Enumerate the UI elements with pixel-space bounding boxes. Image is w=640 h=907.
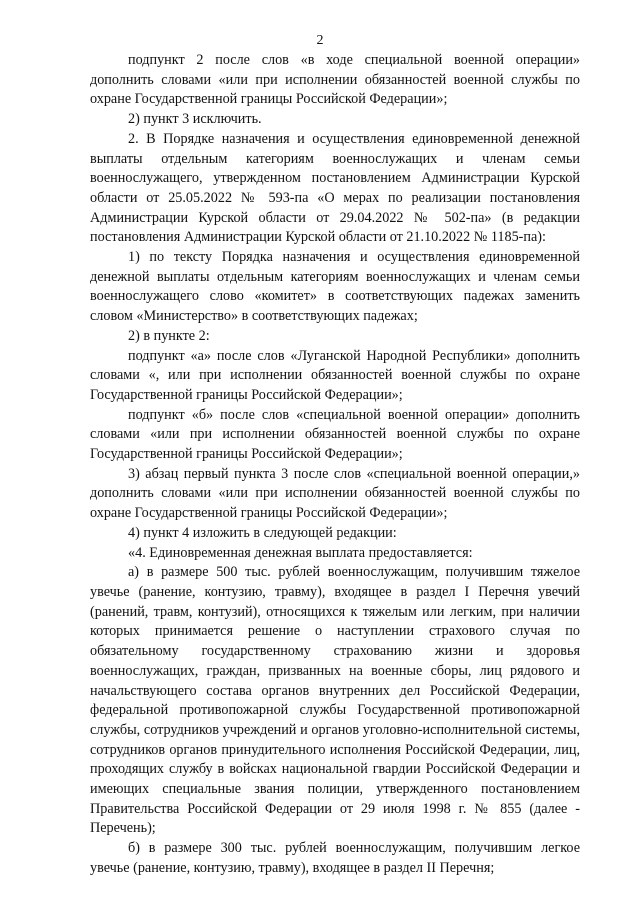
paragraph-item-3-addition: 3) абзац первый пункта 3 после слов «специальной военной операции,» дополнить словами «или при исполнении обязанностей военной службы по охране Государственной границы Российской Федерации»;	[90, 465, 580, 522]
document-body	[90, 51, 580, 879]
paragraph-subitem-b: подпункт «б» после слов «специальной военной операции» дополнить словами «или при исполнении обязанностей военной службы по охране Государственной границы Российской Федерации»;	[90, 406, 580, 463]
page-number: 2	[316, 33, 324, 48]
paragraph-item-1-replace-word: 1) по тексту Порядка назначения и осуществления единовременной денежной выплаты отдельным категориям военнослужащих и членам семьи военнослужащего слово «комитет» в соответствующих падежах заменить словом «Министерство» в соответствующих падежах;	[90, 249, 580, 325]
paragraph-clause-4-intro: «4. Единовременная денежная выплата предоставляется:	[128, 544, 473, 561]
paragraph-item-4-heading: 4) пункт 4 изложить в следующей редакции:	[128, 524, 397, 541]
paragraph-subitem-a: подпункт «а» после слов «Луганской Народной Республики» дополнить словами «, или при исполнении обязанностей военной службы по охране Государственной границы Российской Федерации»;	[90, 347, 580, 403]
paragraph-section-2-intro: 2. В Порядке назначения и осуществления единовременной денежной выплаты отдельным категориям военнослужащих и членам семьи военнослужащего, утвержденном постановлением Администрации Курской области от 25.05.2022 № 593-па «О мерах по реализации постановления Администрации Курской области от 29.04.2022 № 502-па» (в редакции постановления Администрации Курской области от 21.10.2022 № 1185-па):	[90, 130, 580, 246]
paragraph-item-3-exclude: 2) пункт 3 исключить.	[128, 111, 262, 128]
paragraph-item-2-heading: 2) в пункте 2:	[128, 327, 210, 344]
paragraph-clause-4a: а) в размере 500 тыс. рублей военнослужащим, получившим тяжелое увечье (ранение, контузию, травму), входящее в раздел I Перечня увечий (ранений, травм, контузий), относящихся к тяжелым или легким, при наличии которых принимается решение о наступлении страхового случая по обязательному государственному страхованию жизни и здоровья военнослужащих, граждан, призванных на военные сборы, лиц рядового и начальствующего состава органов внутренних дел Российской Федерации, федеральной противопожарной службы Государственной противопожарной службы, сотрудников учреждений и органов уголовно-исполнительной системы, сотрудников органов принудительного исполнения Российской Федерации, лиц, проходящих службу в войсках национальной гвардии Российской Федерации и имеющих специальные звания полиции, утвержденного постановлением Правительства Российской Федерации от 29 июля 1998 г. № 855 (далее - Перечень);	[90, 564, 580, 837]
paragraph-clause-4b: б) в размере 300 тыс. рублей военнослужащим, получившим легкое увечье (ранение, контузию, травму), входящее в раздел II Перечня;	[90, 840, 580, 876]
paragraph-subitem-2-addition: подпункт 2 после слов «в ходе специальной военной операции» дополнить словами «или при исполнении обязанностей военной службы по охране Государственной границы Российской Федерации»;	[90, 52, 580, 108]
